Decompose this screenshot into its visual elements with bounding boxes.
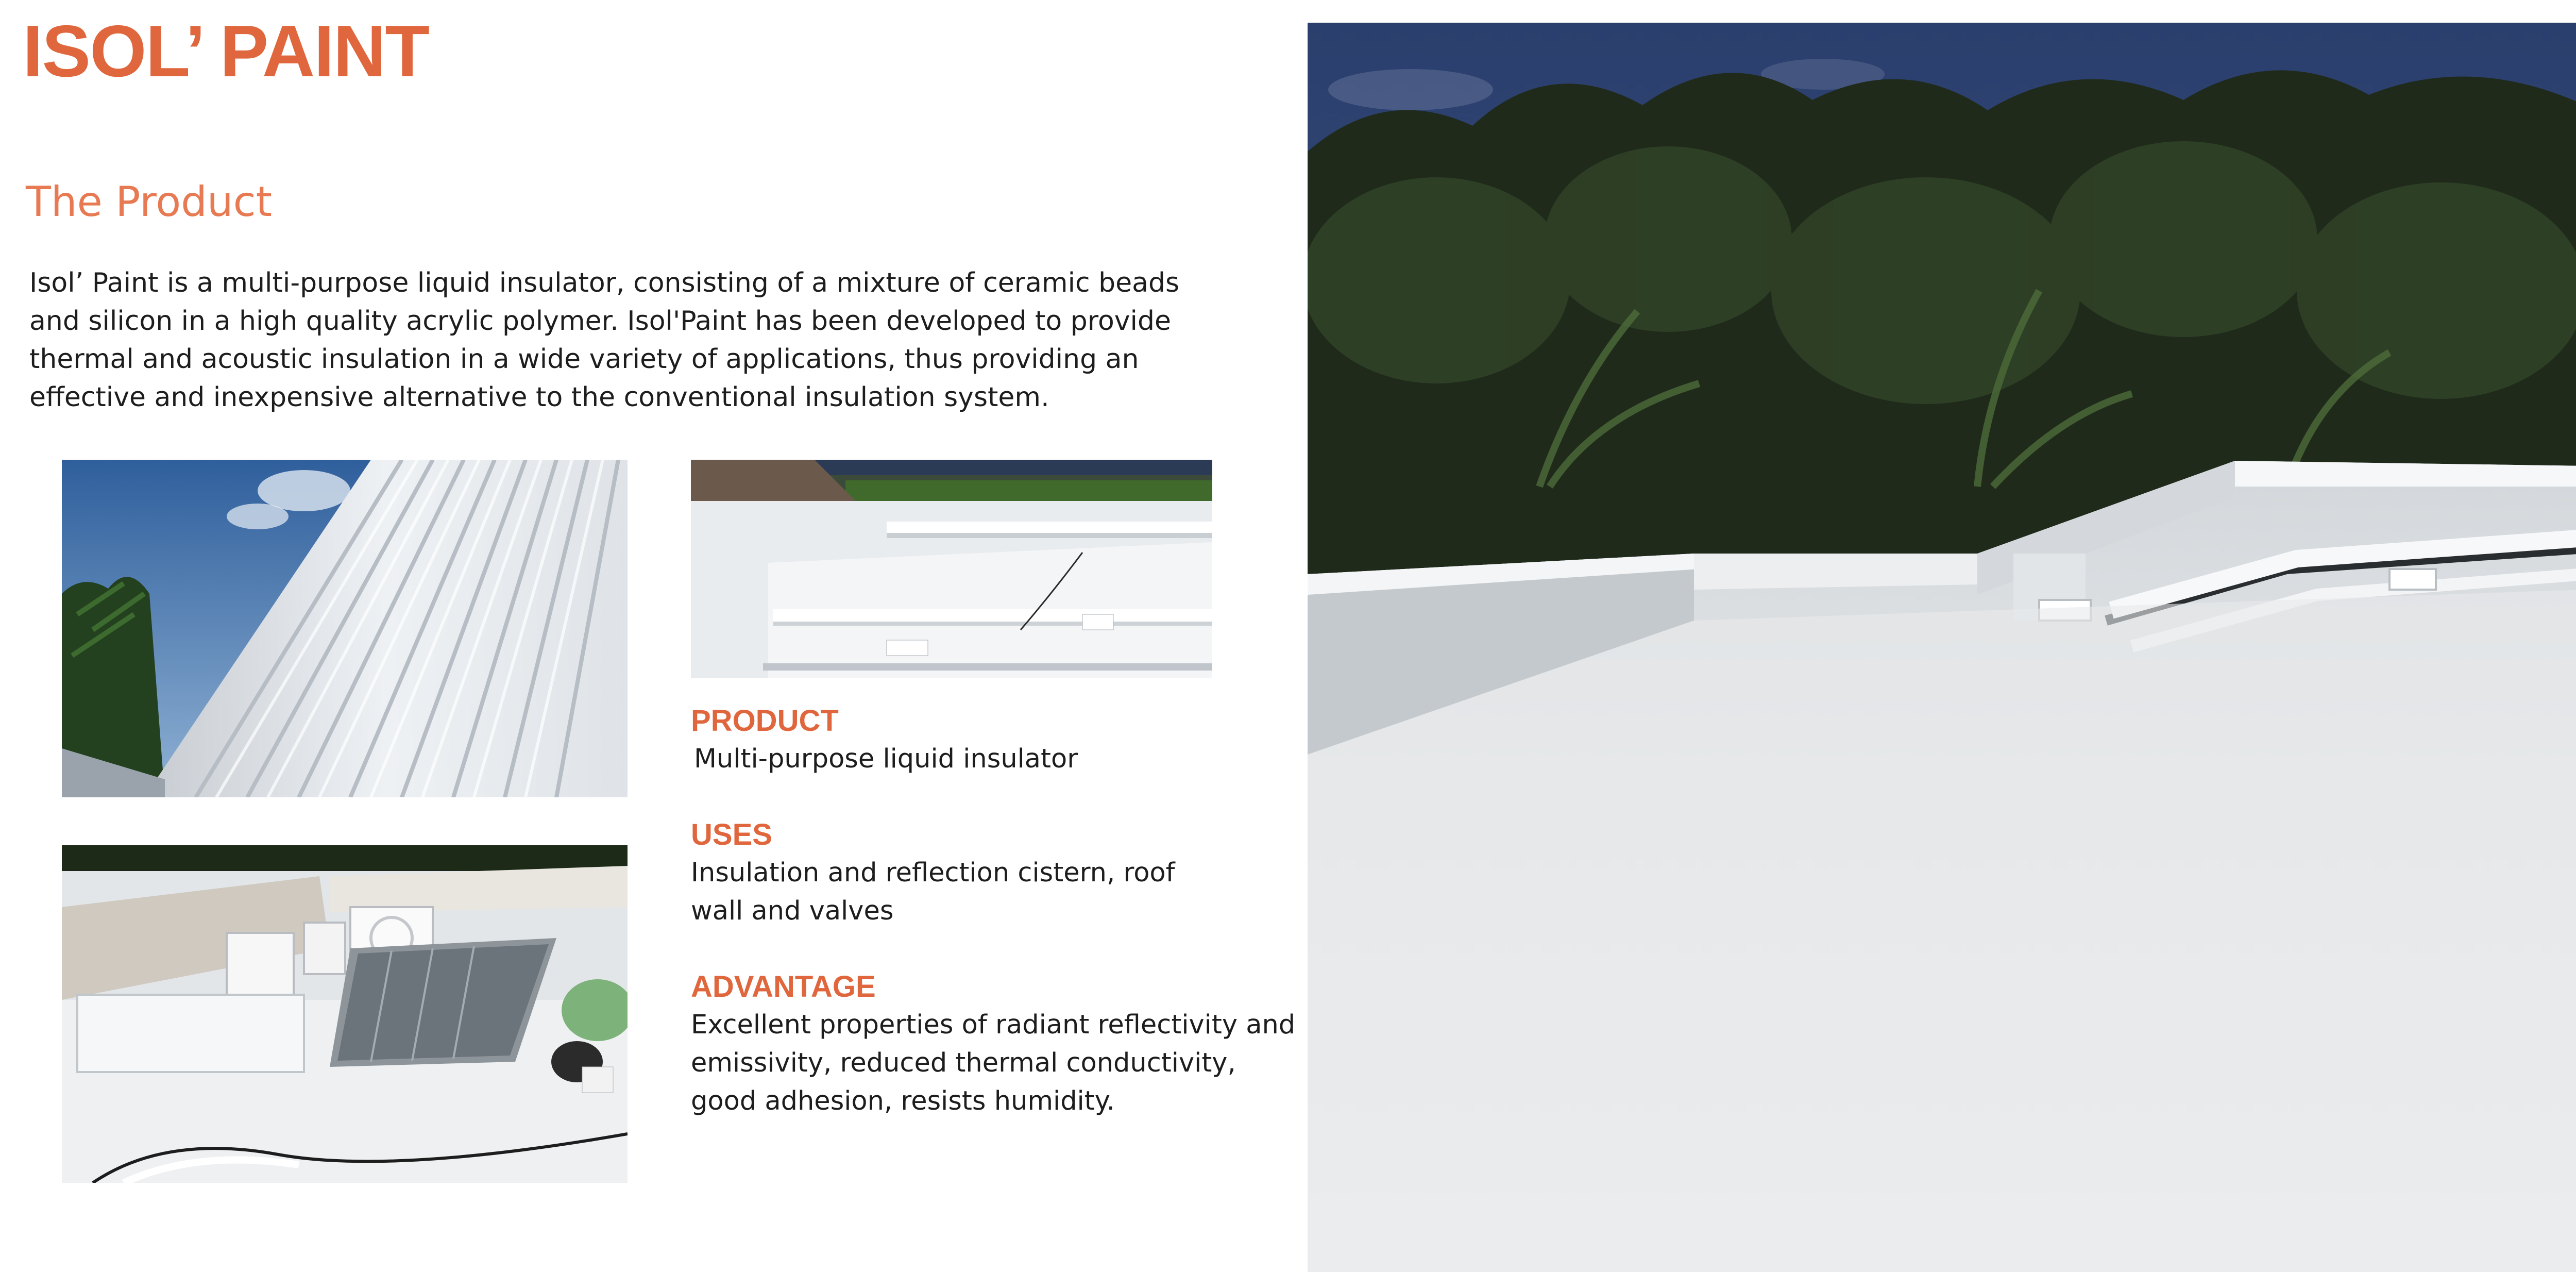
advantage-description: Excellent properties of radiant reflectivity and emissivity, reduced thermal conductivity, good adhesion, resists humidity. [691, 1010, 1296, 1116]
uses-label: USES [691, 818, 772, 851]
product-description: Multi-purpose liquid insulator [694, 744, 1078, 774]
advantage-info-block [691, 968, 1307, 1120]
photo-corrugated-roof [62, 460, 628, 797]
section-heading: The Product [26, 178, 272, 226]
photo-corrugated-roof-image [62, 460, 628, 797]
brand-title: ISOL’ PAINT [23, 10, 429, 92]
advantage-label: ADVANTAGE [691, 970, 876, 1003]
uses-description: Insulation and reflection cistern, roof wall and valves [691, 858, 1175, 926]
uses-info-block [691, 816, 1307, 930]
photo-rooftop-ac-units [62, 845, 628, 1183]
photo-flat-roof-small [691, 460, 1212, 678]
product-intro-paragraph: Isol’ Paint is a multi-purpose liquid insulator, consisting of a mixture of ceramic beads and silicon in a high quality acrylic polymer. Isol'Paint has been developed to provide thermal and acoustic insulation in a wide variety of applications, thus providing an effective and inexpensive alternative to the conventional insulation system. [29, 267, 1180, 413]
product-label: PRODUCT [691, 704, 839, 738]
hero-photo-flat-roof [1308, 23, 2576, 1272]
photo-rooftop-ac-units-image [62, 845, 628, 1183]
product-info-block [691, 702, 1307, 778]
photo-flat-roof-small-image [691, 460, 1212, 678]
hero-photo-flat-roof-image [1308, 23, 2576, 1272]
